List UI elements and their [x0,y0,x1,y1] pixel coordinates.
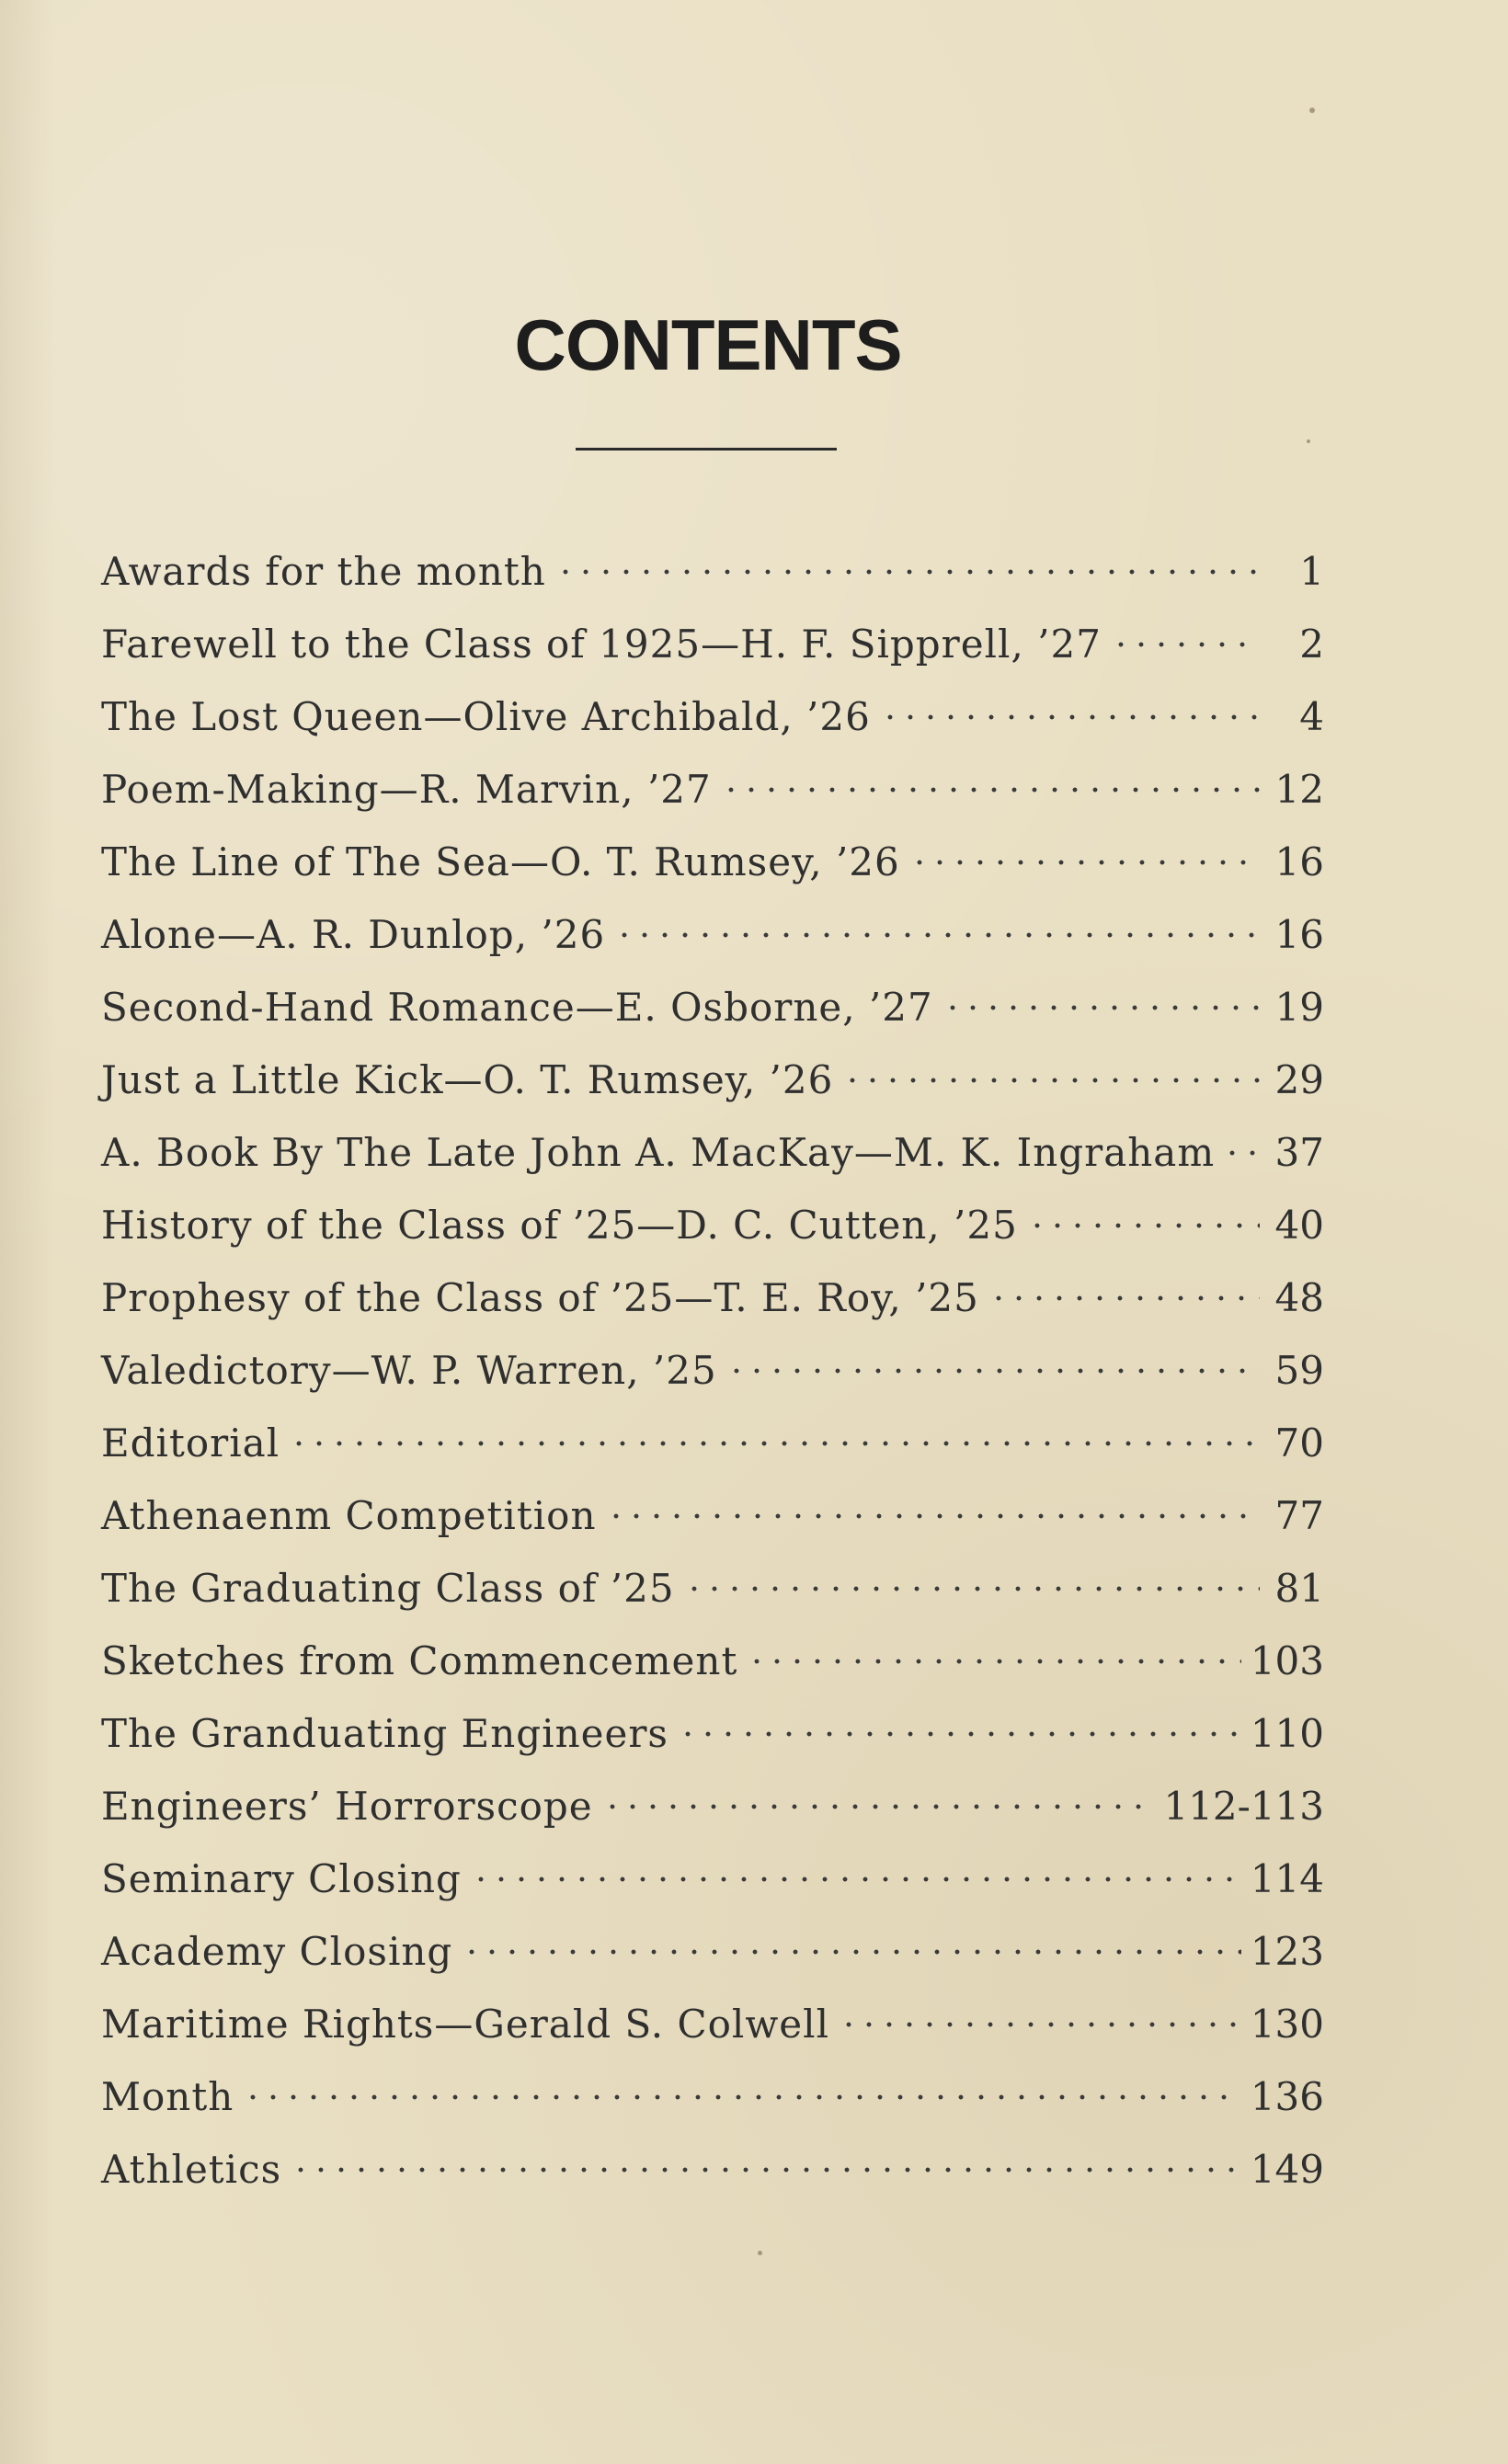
title-divider [576,448,837,451]
toc-row [101,1116,1324,1189]
dot-leader [555,565,1260,579]
dot-leader [942,1000,1260,1015]
toc-page-number: 123 [1250,1929,1324,1974]
toc-row [101,1988,1324,2060]
toc-row [101,535,1324,608]
toc-entry-title: History of the Class of ’25—D. C. Cutten, ’25 [101,1203,1018,1248]
toc-row [101,1770,1324,1842]
table-of-contents [101,535,1324,2206]
toc-row [101,680,1324,753]
toc-entry-title: Engineers’ Horrorscope [101,1784,593,1829]
dot-leader [988,1291,1260,1306]
dot-leader [471,1872,1241,1887]
toc-entry-title: Athletics [101,2147,282,2192]
toc-entry-title: Prophesy of the Class of ’25—T. E. Roy, ’25 [101,1275,979,1320]
dot-leader [606,1509,1261,1523]
toc-entry-title: Valedictory—W. P. Warren, ’25 [101,1348,717,1393]
toc-entry-title: The Lost Queen—Olive Archibald, ’26 [101,694,871,739]
dot-leader [1027,1218,1260,1233]
toc-entry-title: Seminary Closing [101,1856,462,1901]
dot-leader [721,782,1260,797]
toc-entry-title: Sketches from Commencement [101,1638,738,1683]
toc-row [101,1479,1324,1552]
toc-entry-title: Athenaenm Competition [101,1493,597,1538]
paper-speck [1307,439,1310,443]
toc-entry-title: Editorial [101,1420,280,1466]
toc-entry-title: Awards for the month [101,549,546,594]
toc-row [101,2133,1324,2206]
toc-row [101,1044,1324,1116]
toc-page-number: 114 [1250,1856,1324,1901]
dot-leader [747,1654,1240,1669]
toc-entry-title: Maritime Rights—Gerald S. Colwell [101,2002,830,2047]
dot-leader [909,855,1260,870]
toc-row [101,898,1324,971]
dot-leader [842,1073,1260,1088]
toc-page-number: 130 [1250,2002,1324,2047]
toc-entry-title: The Granduating Engineers [101,1711,668,1756]
toc-entry-title: Second-Hand Romance—E. Osborne, ’27 [101,985,933,1030]
toc-row [101,826,1324,898]
toc-page-number: 16 [1274,912,1324,957]
toc-page-number: 37 [1274,1130,1324,1175]
toc-page-number: 12 [1274,767,1324,812]
toc-entry-title: The Graduating Class of ’25 [101,1566,675,1611]
toc-row [101,2060,1324,2133]
toc-page-number: 40 [1274,1203,1324,1248]
dot-leader [289,1436,1260,1451]
toc-entry-title: The Line of The Sea—O. T. Rumsey, ’26 [101,839,900,884]
toc-page-number: 29 [1274,1057,1324,1102]
toc-page-number: 1 [1299,549,1324,594]
toc-entry-title: Academy Closing [101,1929,453,1974]
dot-leader [1222,1146,1262,1160]
toc-page-number: 149 [1250,2147,1324,2192]
dot-leader [243,2090,1241,2105]
toc-row [101,608,1324,680]
dot-leader [839,2017,1241,2032]
dot-leader [880,710,1260,724]
dot-leader [614,928,1260,942]
toc-page-number: 4 [1299,694,1324,739]
toc-page-number: 110 [1250,1711,1324,1756]
toc-entry-title: Farewell to the Class of 1925—H. F. Sipprell, ’27 [101,622,1102,667]
toc-row [101,1334,1324,1407]
toc-entry-title: Poem-Making—R. Marvin, ’27 [101,767,712,812]
toc-row [101,1552,1324,1625]
toc-page-number: 112-113 [1163,1784,1324,1829]
paper-speck [758,2251,762,2255]
dot-leader [462,1945,1241,1959]
toc-row [101,1915,1324,1988]
toc-row [101,1697,1324,1770]
toc-row [101,1625,1324,1697]
dot-leader [726,1363,1260,1378]
toc-page-number: 81 [1274,1566,1324,1611]
toc-row [101,1842,1324,1915]
toc-row [101,971,1324,1044]
dot-leader [678,1727,1241,1741]
toc-row [101,1261,1324,1334]
toc-page-number: 19 [1274,985,1324,1030]
dot-leader [291,2162,1241,2177]
toc-page-number: 2 [1299,622,1324,667]
dot-leader [602,1799,1155,1814]
toc-page-number: 70 [1274,1420,1324,1466]
toc-entry-title: Alone—A. R. Dunlop, ’26 [101,912,606,957]
toc-page-number: 77 [1274,1493,1324,1538]
toc-entry-title: Month [101,2074,234,2119]
dot-leader [684,1581,1260,1596]
toc-row [101,753,1324,826]
toc-page-number: 48 [1274,1275,1324,1320]
paper-speck [1309,108,1315,113]
toc-entry-title: Just a Little Kick—O. T. Rumsey, ’26 [101,1057,834,1102]
toc-row [101,1407,1324,1479]
toc-page-number: 103 [1250,1638,1324,1683]
page-title: CONTENTS [514,304,902,385]
toc-page-number: 16 [1274,839,1324,884]
toc-entry-title: A. Book By The Late John A. MacKay—M. K. Ingraham [101,1130,1216,1175]
toc-page-number: 136 [1250,2074,1324,2119]
toc-row [101,1189,1324,1261]
dot-leader [1111,637,1260,652]
toc-page-number: 59 [1274,1348,1324,1393]
